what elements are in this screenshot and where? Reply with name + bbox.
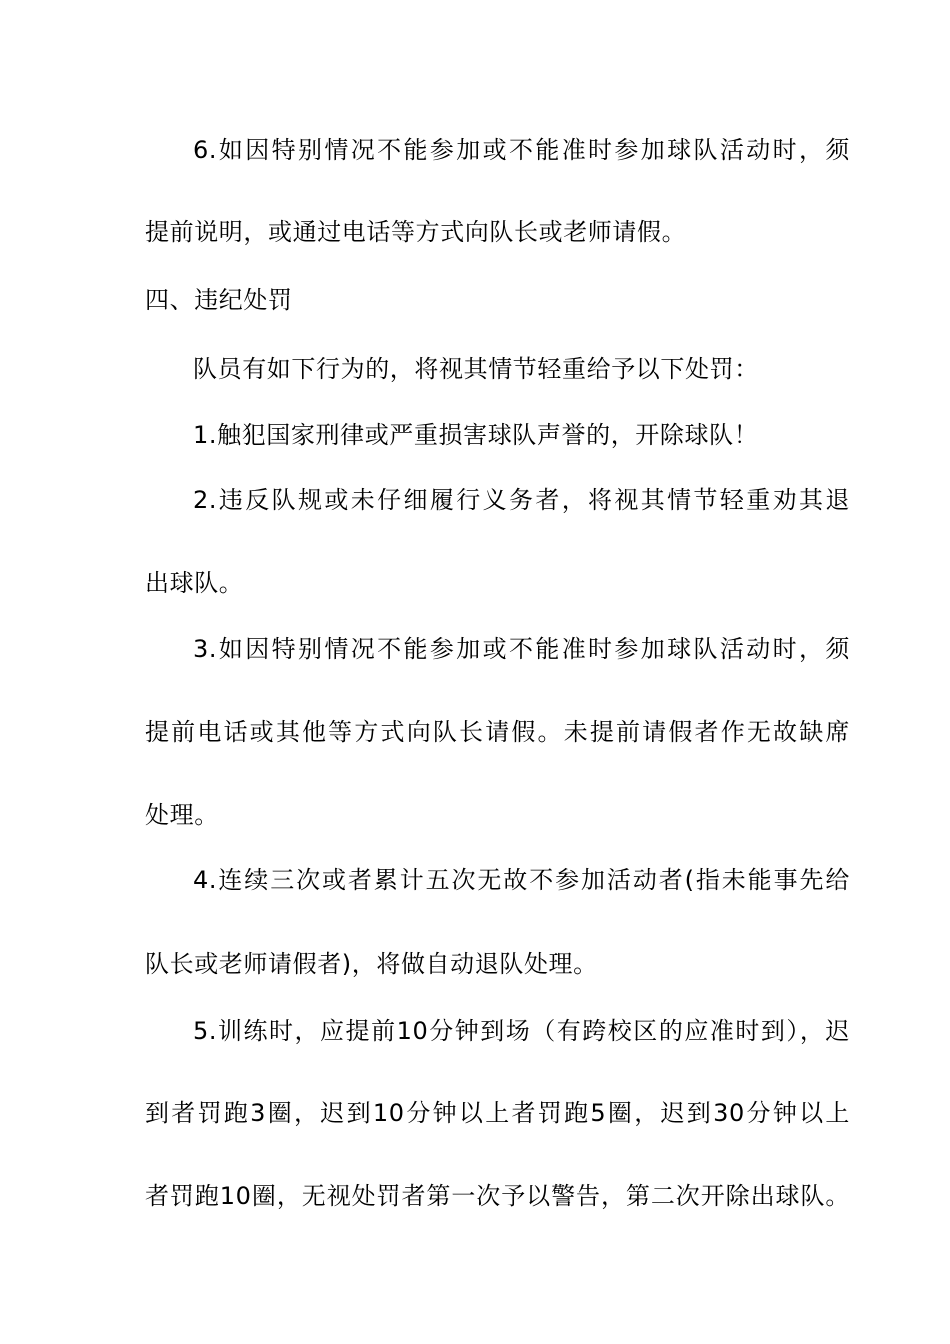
paragraph-line: 队长或老师请假者)，将做自动退队处理。 — [145, 950, 598, 978]
paragraph-line: 1.触犯国家刑律或严重损害球队声誉的，开除球队！ — [193, 421, 759, 449]
paragraph-line: 5.训练时，应提前10分钟到场（有跨校区的应准时到），迟 — [193, 1017, 850, 1045]
section-heading: 四、违纪处罚 — [145, 286, 293, 314]
paragraph-line: 提前电话或其他等方式向队长请假。未提前请假者作无故缺席 — [145, 718, 850, 746]
paragraph-line: 2.违反队规或未仔细履行义务者，将视其情节轻重劝其退 — [193, 486, 850, 514]
paragraph-line: 处理。 — [145, 801, 219, 829]
paragraph-line: 4.连续三次或者累计五次无故不参加活动者(指未能事先给 — [193, 866, 850, 894]
paragraph-line: 者罚跑10圈，无视处罚者第一次予以警告，第二次开除出球队。 — [145, 1182, 850, 1210]
paragraph-line: 出球队。 — [145, 569, 244, 597]
paragraph-line: 3.如因特别情况不能参加或不能准时参加球队活动时，须 — [193, 635, 850, 663]
paragraph-line: 到者罚跑3圈，迟到10分钟以上者罚跑5圈，迟到30分钟以上 — [145, 1099, 850, 1127]
paragraph-line: 队员有如下行为的，将视其情节轻重给予以下处罚： — [193, 355, 759, 383]
paragraph-line: 提前说明，或通过电话等方式向队长或老师请假。 — [145, 218, 687, 246]
paragraph-line: 6.如因特别情况不能参加或不能准时参加球队活动时，须 — [193, 136, 850, 164]
